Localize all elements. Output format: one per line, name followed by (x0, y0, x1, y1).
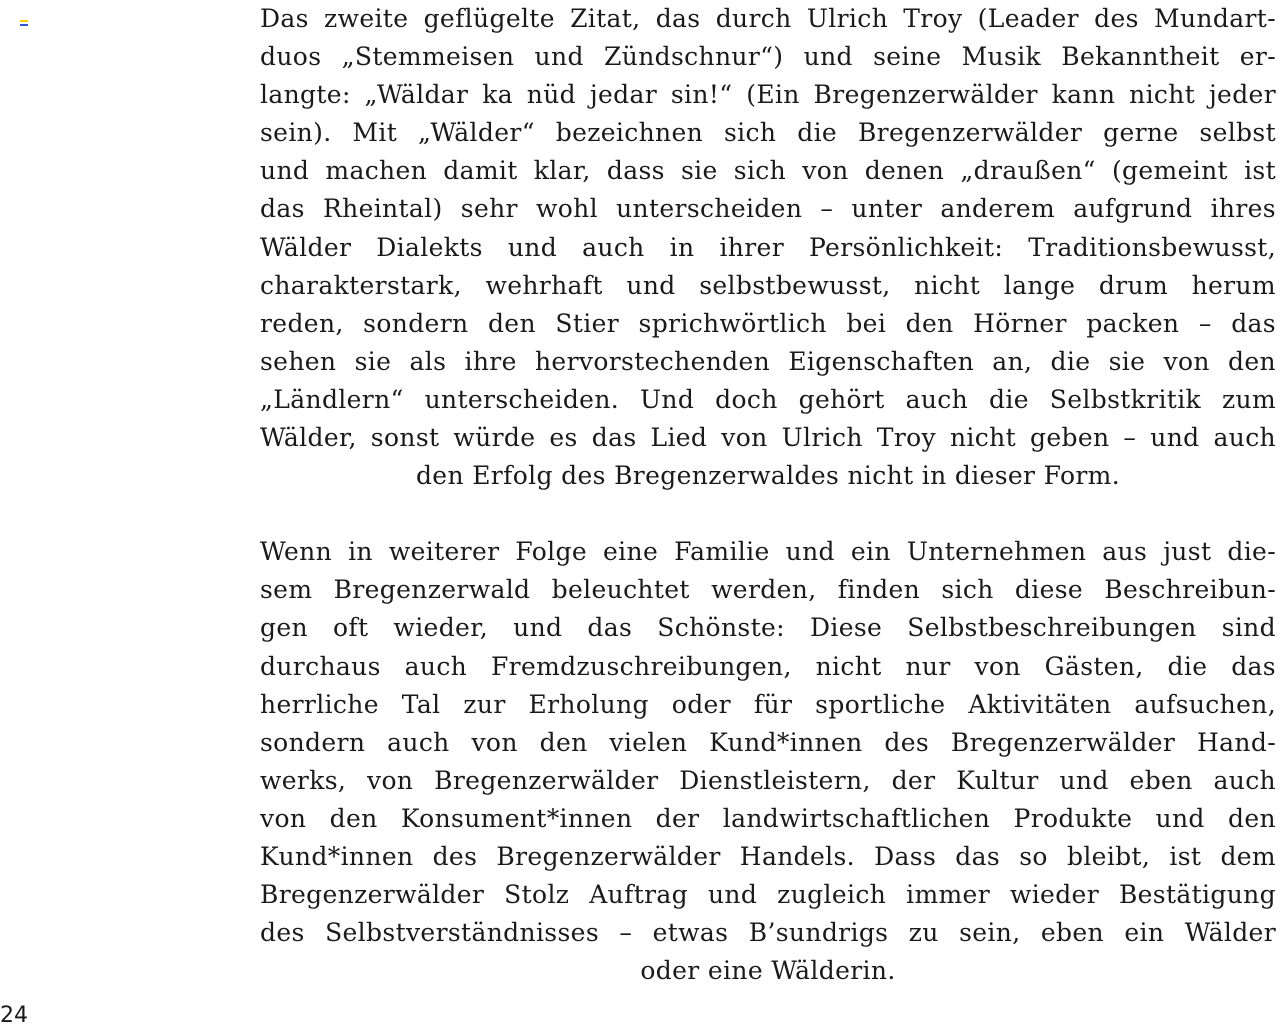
text-line: reden, sondern den Stier sprichwörtlich bei den Hörner packen – das (260, 308, 1276, 338)
text-line: sehen sie als ihre hervorstechenden Eigenschaften an, die sie von den (260, 346, 1276, 376)
text-line: duos „Stemmeisen und Zündschnur“) und seine Musik Bekanntheit er- (260, 42, 1276, 72)
text-line: Bregenzerwälder Stolz Auftrag und zugleich immer wieder Bestätigung (260, 880, 1276, 910)
paragraph-2 (260, 533, 1276, 990)
flag-icon (20, 20, 28, 26)
text-line: und machen damit klar, dass sie sich von denen „draußen“ (gemeint ist (260, 156, 1276, 186)
text-line: charakterstark, wehrhaft und selbstbewusst, nicht lange drum herum (260, 270, 1276, 300)
text-line: den Erfolg des Bregenzerwaldes nicht in dieser Form. (415, 461, 1121, 491)
flag-stripe-bottom (20, 24, 28, 26)
text-line: von den Konsument*innen der landwirtschaftlichen Produkte und den (260, 803, 1276, 833)
text-line: oder eine Wälderin. (640, 956, 896, 986)
text-line: durchaus auch Fremdzuschreibungen, nicht nur von Gästen, die das (260, 651, 1276, 681)
paragraph-1 (260, 0, 1276, 495)
paragraph-gap (260, 495, 1276, 533)
page-number: 24 (0, 1003, 28, 1028)
text-line: gen oft wieder, und das Schönste: Diese Selbstbeschreibungen sind (260, 613, 1276, 643)
text-line: langte: „Wäldar ka nüd jedar sin!“ (Ein Bregenzerwälder kann nicht jeder (260, 80, 1276, 110)
text-line: herrliche Tal zur Erholung oder für sportliche Aktivitäten aufsuchen, (260, 689, 1276, 719)
text-line: sem Bregenzerwald beleuchtet werden, finden sich diese Beschreibun- (260, 575, 1276, 605)
text-line: des Selbstverständnisses – etwas B’sundrigs zu sein, eben ein Wälder (260, 918, 1276, 948)
text-line: Wälder, sonst würde es das Lied von Ulrich Troy nicht geben – und auch (260, 423, 1276, 453)
text-line: „Ländlern“ unterscheiden. Und doch gehört auch die Selbstkritik zum (260, 384, 1276, 414)
text-line: sein). Mit „Wälder“ bezeichnen sich die Bregenzerwälder gerne selbst (260, 118, 1276, 148)
text-line: sondern auch von den vielen Kund*innen des Bregenzerwälder Hand- (260, 727, 1276, 757)
text-line: Kund*innen des Bregenzerwälder Handels. Dass das so bleibt, ist dem (260, 841, 1276, 871)
text-line: Das zweite geflügelte Zitat, das durch Ulrich Troy (Leader des Mundart- (260, 4, 1276, 33)
text-column (260, 0, 1276, 990)
text-line: Wenn in weiterer Folge eine Familie und ein Unternehmen aus just die- (260, 537, 1276, 567)
flag-stripe-top (20, 20, 28, 22)
text-line: werks, von Bregenzerwälder Dienstleistern, der Kultur und eben auch (260, 765, 1276, 795)
text-line: Wälder Dialekts und auch in ihrer Persönlichkeit: Traditionsbewusst, (260, 232, 1276, 262)
text-line: das Rheintal) sehr wohl unterscheiden – unter anderem aufgrund ihres (260, 194, 1276, 224)
